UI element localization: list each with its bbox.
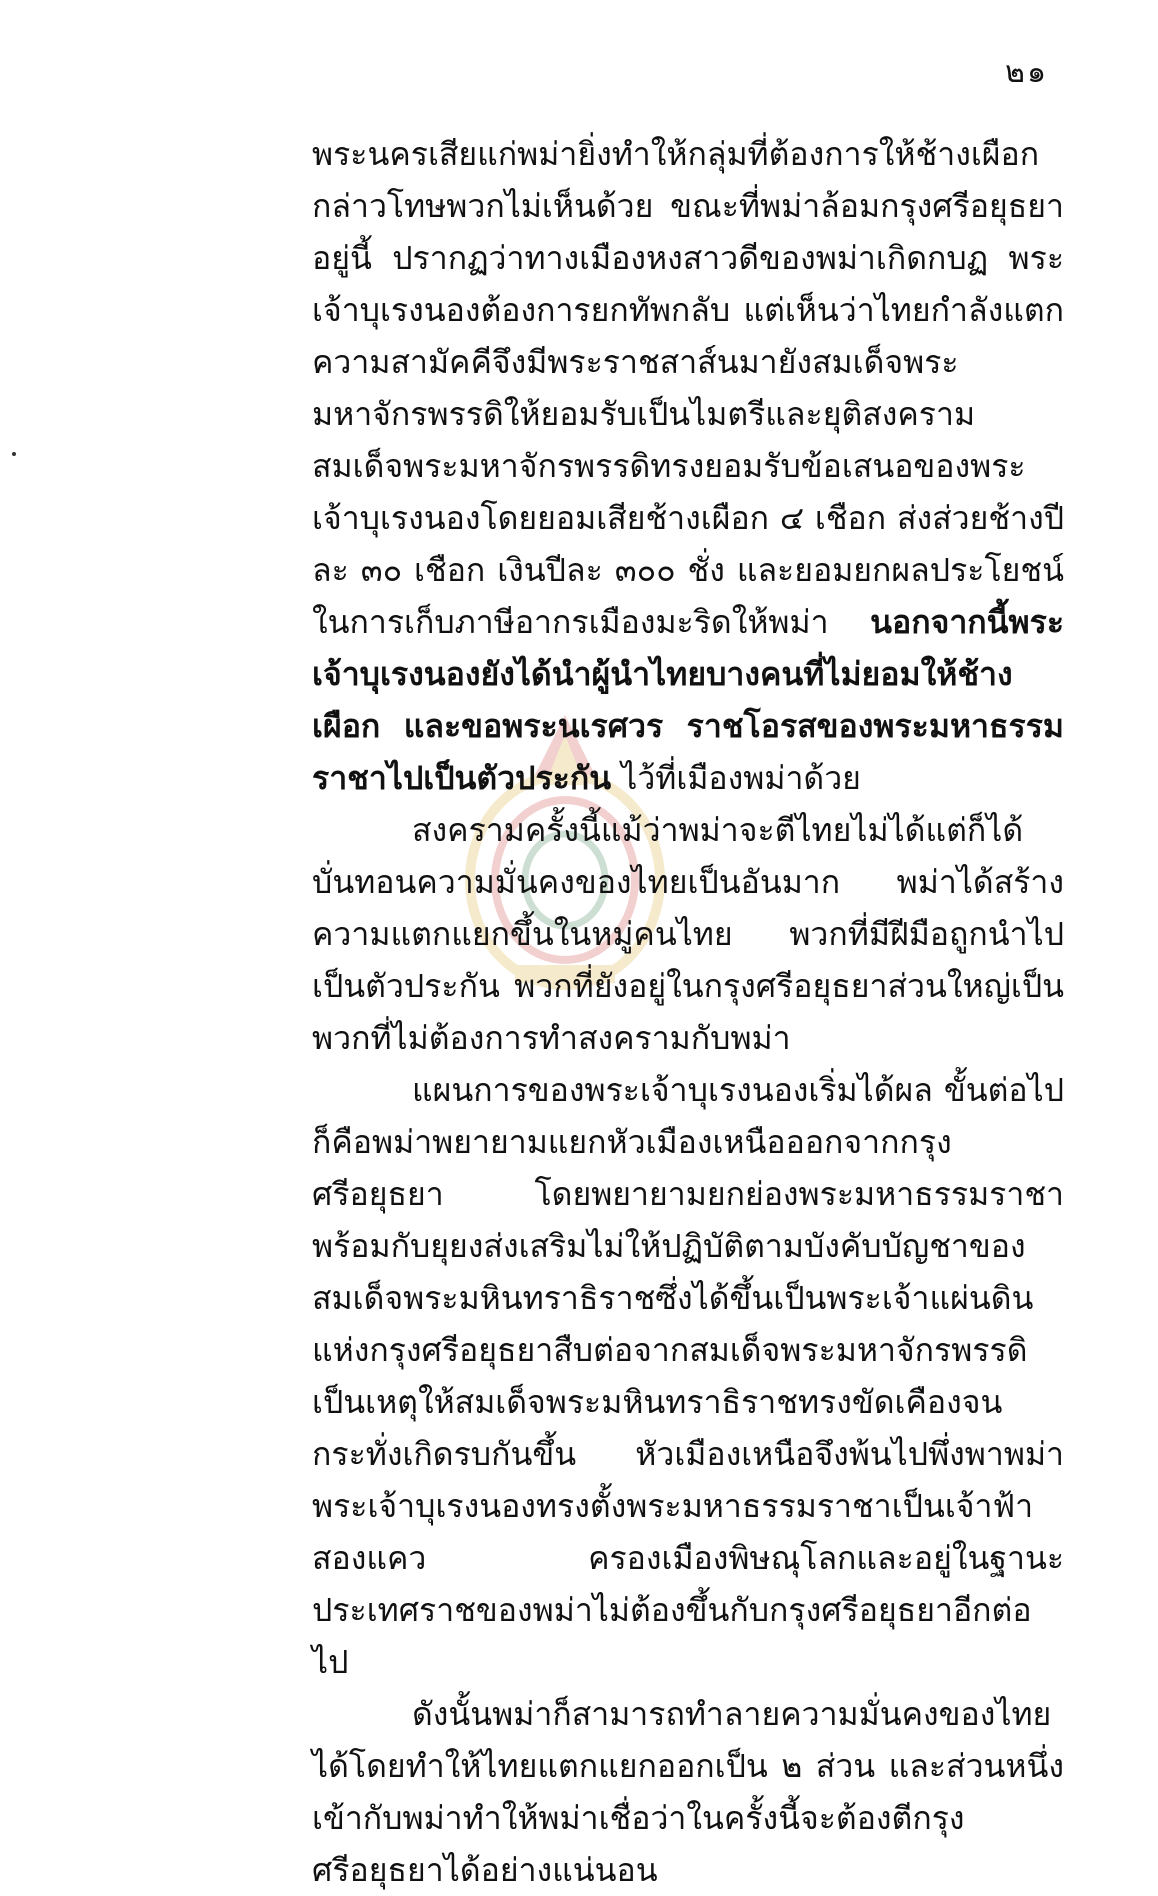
paragraph-2: สงครามครั้งนี้แม้ว่าพม่าจะตีไทยไม่ได้แต่ก็ได้บั่นทอนความมั่นคงของไทยเป็นอันมาก พม่าได้สร้างความแตกแยกขึ้นในหมู่คนไทย พวกที่มีฝีมือถูกนำไปเป็นตัวประกัน พวกที่ยังอยู่ในกรุงศรีอยุธยาส่วนใหญ่เป็นพวกที่ไม่ต้องการทำสงครามกับพม่า: [312, 811, 1064, 1057]
paragraph-1-part-1: พระนครเสียแก่พม่ายิ่งทำให้กลุ่มที่ต้องการให้ช้างเผือกกล่าวโทษพวกไม่เห็นด้วย ขณะที่พม่าล้อมกรุงศรีอยุธยาอยู่นี้ ปรากฏว่าทางเมืองหงสาวดีของพม่าเกิดกบฏ พระเจ้าบุเรงนองต้องการยกทัพกลับ แต่เห็นว่าไทยกำลังแตกความสามัคคีจึงมีพระราชสาส์นมายังสมเด็จพระมหาจักรพรรดิให้ยอมรับเป็นไมตรีและยุติสงคราม สมเด็จพระมหาจักรพรรดิทรงยอมรับข้อเสนอของพระเจ้าบุเรงนองโดยยอมเสียช้างเผือก ๔ เชือก ส่งส่วยช้างปีละ ๓๐ เชือก เงินปีละ ๓๐๐ ชั่ง และยอมยกผลประโยชน์ในการเก็บภาษีอากรเมืองมะริดให้พม่า: [312, 135, 1064, 641]
paragraph-1-part-3: ไว้ที่เมืองพม่าด้วย: [611, 759, 861, 797]
paragraph-4: ดังนั้นพม่าก็สามารถทำลายความมั่นคงของไทยได้โดยทำให้ไทยแตกแยกออกเป็น ๒ ส่วน และส่วนหนึ่งเข้ากับพม่าทำให้พม่าเชื่อว่าในครั้งนี้จะต้องตีกรุงศรีอยุธยาได้อย่างแน่นอน: [312, 1695, 1064, 1889]
paragraph-1-bold-part: นอกจากนี้พระเจ้าบุเรงนองยังได้นำผู้นำไทยบางคนที่ไม่ยอมให้ช้างเผือก และขอพระนเรศวร ราชโอรสของพระมหาธรรมราชาไปเป็นตัวประกัน: [312, 603, 1064, 797]
paragraph-1: [312, 128, 1064, 804]
margin-dot: [12, 452, 16, 456]
paragraph-3: แผนการของพระเจ้าบุเรงนองเริ่มได้ผล ขั้นต่อไปก็คือพม่าพยายามแยกหัวเมืองเหนือออกจากกรุงศรีอยุธยา โดยพยายามยกย่องพระมหาธรรมราชา พร้อมกับยุยงส่งเสริมไม่ให้ปฏิบัติตามบังคับบัญชาของสมเด็จพระมหินทราธิราชซึ่งได้ขึ้นเป็นพระเจ้าแผ่นดินแห่งกรุงศรีอยุธยาสืบต่อจากสมเด็จพระมหาจักรพรรดิ เป็นเหตุให้สมเด็จพระมหินทราธิราชทรงขัดเคืองจนกระทั่งเกิดรบกันขึ้น หัวเมืองเหนือจึงพ้นไปพึ่งพาพม่า พระเจ้าบุเรงนองทรงตั้งพระมหาธรรมราชาเป็นเจ้าฟ้าสองแคว ครองเมืองพิษณุโลกและอยู่ในฐานะประเทศราชของพม่าไม่ต้องขึ้นกับกรุงศรีอยุธยาอีกต่อไป: [312, 1071, 1064, 1681]
page-number: ๒๑: [1005, 55, 1048, 90]
body-text: [312, 128, 1064, 1896]
